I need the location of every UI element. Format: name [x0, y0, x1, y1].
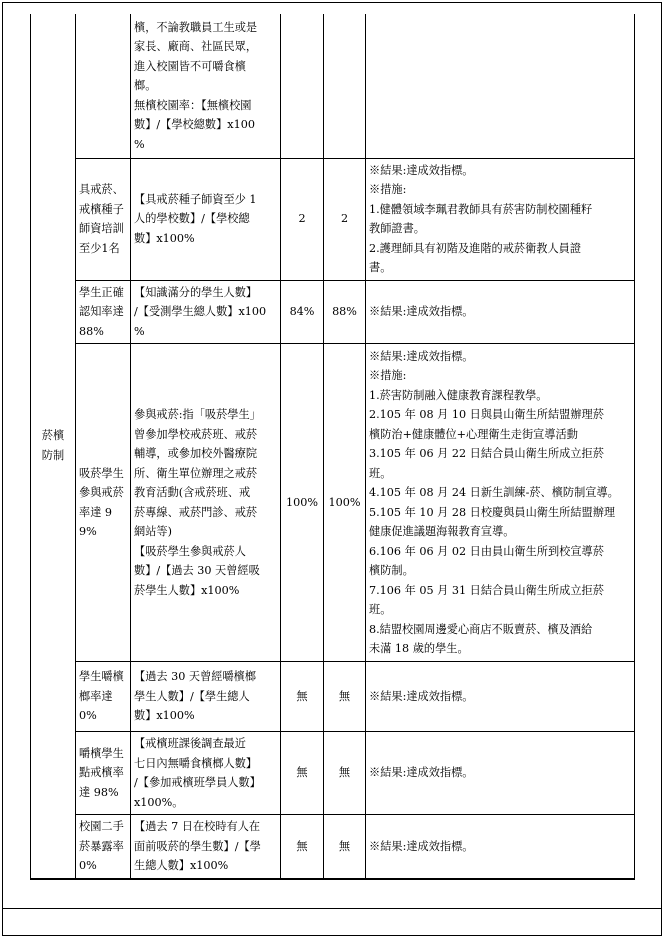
formula-line: 輔導，或參加校外醫療院 — [134, 447, 258, 460]
result-line: 6.106 年 06 月 02 日由員山衛生所到校宣導菸 — [369, 544, 604, 558]
indicator-cell: 具戒菸、戒檳種子師資培訓至少1名 — [76, 158, 131, 280]
table-row — [31, 14, 635, 158]
baseline-cell: 無 — [281, 815, 324, 879]
formula-line: x100%。 — [134, 795, 184, 809]
formula-line: 生總人數】x100% — [134, 859, 229, 872]
actual-cell: 無 — [324, 662, 366, 732]
formula-line: 數】x100% — [134, 709, 195, 723]
result-line: 1.健體領域李珮君教師具有菸害防制校園種籽 — [369, 202, 593, 216]
result-cell — [366, 280, 635, 344]
result-cell — [366, 14, 635, 158]
result-line: 檳防治+健康體位+心理衛生走街宣導活動 — [369, 427, 578, 441]
formula-line: 【吸菸學生參與戒菸人 — [134, 544, 246, 558]
result-line: 班。 — [369, 466, 392, 480]
result-line: 班。 — [369, 603, 392, 616]
formula-line: 檳，不論教職員工生或是 — [134, 20, 258, 34]
result-line: ※結果:達成效指標。 — [369, 839, 474, 853]
formula-cell — [131, 280, 281, 344]
table-row — [31, 815, 635, 879]
table-row — [31, 158, 635, 280]
formula-line: 【過去 30 天曾經嚼檳榔 — [134, 670, 257, 684]
table-row — [31, 732, 635, 815]
formula-line: 面前吸菸的學生數】/【學 — [134, 839, 261, 853]
actual-cell: 2 — [324, 158, 366, 280]
formula-line: % — [134, 137, 145, 151]
formula-line: /【參加戒檳班學員人數】 — [134, 776, 261, 789]
indicator-cell: 學生正確認知率達88% — [76, 280, 131, 344]
baseline-cell: 無 — [281, 662, 324, 732]
formula-line: 榔。 — [134, 79, 157, 92]
result-cell — [366, 732, 635, 815]
baseline-cell: 2 — [281, 158, 324, 280]
formula-line: 【具戒菸種子師資至少 1 — [134, 192, 257, 206]
result-line: 5.105 年 10 月 28 日校慶與員山衛生所結盟辦理 — [369, 505, 616, 519]
formula-cell — [131, 662, 281, 732]
formula-line: % — [134, 324, 145, 338]
actual-cell: 無 — [324, 815, 366, 879]
result-line: 3.105 年 06 月 22 日結合員山衛生所成立拒菸 — [369, 447, 604, 460]
result-cell — [366, 158, 635, 280]
table-row — [31, 344, 635, 662]
footer-rule — [2, 908, 662, 909]
result-line: 健康促進議題海報教育宣導。 — [369, 525, 515, 538]
formula-line: /【受測學生總人數】x100 — [134, 305, 267, 318]
formula-line: 【知識滿分的學生人數】 — [134, 285, 258, 299]
result-line: 書。 — [369, 261, 392, 274]
result-line: ※結果:達成效指標。 — [369, 305, 474, 318]
formula-cell — [131, 158, 281, 280]
result-line: 2.護理師具有初階及進階的戒菸衛教人員證 — [369, 241, 582, 255]
formula-line: 七日內無嚼食檳榔人數】 — [134, 756, 258, 770]
result-line: 4.105 年 08 月 24 日新生訓練-菸、檳防制宣導。 — [369, 486, 619, 499]
formula-line: 參與戒菸:指「吸菸學生」 — [134, 408, 261, 421]
formula-line: 菸學生人數】x100% — [134, 583, 240, 597]
actual-cell: 100% — [324, 344, 366, 662]
category-label: 防制 — [41, 448, 65, 462]
formula-line: 進入校園皆不可嚼食檳 — [134, 59, 246, 73]
indicator-cell: 吸菸學生參與戒菸率達 99% — [76, 344, 131, 662]
indicator-cell: 校園二手菸暴露率0% — [76, 815, 131, 879]
formula-cell — [131, 732, 281, 815]
actual-cell: 88% — [324, 280, 366, 344]
formula-line: 【戒檳班課後調查最近 — [134, 737, 246, 750]
result-line: 7.106 年 05 月 31 日結合員山衛生所成立拒菸 — [369, 583, 604, 597]
indicator-cell — [76, 14, 131, 158]
formula-line: 菸專線、戒菸門診、戒菸 — [134, 505, 258, 519]
baseline-cell — [281, 14, 324, 158]
result-line: 教師證書。 — [369, 222, 425, 235]
result-cell — [366, 662, 635, 732]
table-row — [31, 280, 635, 344]
baseline-cell: 100% — [281, 344, 324, 662]
formula-cell — [131, 815, 281, 879]
result-line: ※結果:達成效指標。 — [369, 349, 474, 363]
result-line: 1.菸害防制融入健康教育課程教學。 — [369, 388, 548, 402]
result-line: ※結果:達成效指標。 — [369, 689, 474, 703]
table-row — [31, 662, 635, 732]
indicator-cell: 嚼檳學生點戒檳率達 98% — [76, 732, 131, 815]
result-line: ※措施: — [369, 369, 407, 382]
formula-line: 所、衛生單位辦理之戒菸 — [134, 466, 258, 480]
formula-line: 曾參加學校戒菸班、戒菸 — [134, 427, 258, 441]
result-line: ※結果:達成效指標。 — [369, 163, 474, 177]
formula-line: 教育活動(含戒菸班、戒 — [134, 486, 251, 499]
category-label: 菸檳 — [41, 429, 65, 443]
result-line: 未滿 18 歲的學生。 — [369, 642, 469, 655]
result-line: 2.105 年 08 月 10 日與員山衛生所結盟辦理菸 — [369, 408, 604, 421]
result-cell — [366, 344, 635, 662]
formula-line: 無檳校園率：【無檳校園 — [134, 98, 252, 112]
category-cell — [31, 14, 76, 879]
actual-cell: 無 — [324, 732, 366, 815]
formula-line: 數】x100% — [134, 231, 195, 245]
indicator-cell: 學生嚼檳榔率達0% — [76, 662, 131, 732]
formula-line: 學生人數】/【學生總人 — [134, 689, 250, 703]
baseline-cell: 無 — [281, 732, 324, 815]
baseline-cell: 84% — [281, 280, 324, 344]
actual-cell — [324, 14, 366, 158]
formula-cell — [131, 14, 281, 158]
result-line: 檳防制。 — [369, 564, 414, 577]
formula-line: 人的學校數】/【學校總 — [134, 212, 250, 226]
formula-line: 網站等) — [134, 525, 172, 538]
formula-line: 數】/【過去 30 天曾經吸 — [134, 564, 260, 577]
result-line: ※結果:達成效指標。 — [369, 766, 474, 780]
result-line: ※措施: — [369, 183, 407, 196]
formula-line: 家長、廠商、社區民眾， — [134, 40, 258, 53]
indicator-table — [30, 14, 635, 880]
result-cell — [366, 815, 635, 879]
formula-line: 【過去 7 日在校時有人在 — [134, 820, 261, 833]
result-line: 8.結盟校園周邊愛心商店不販賣菸、檳及酒給 — [369, 622, 593, 636]
formula-cell — [131, 344, 281, 662]
formula-line: 數】/【學校總數】x100 — [134, 118, 255, 131]
